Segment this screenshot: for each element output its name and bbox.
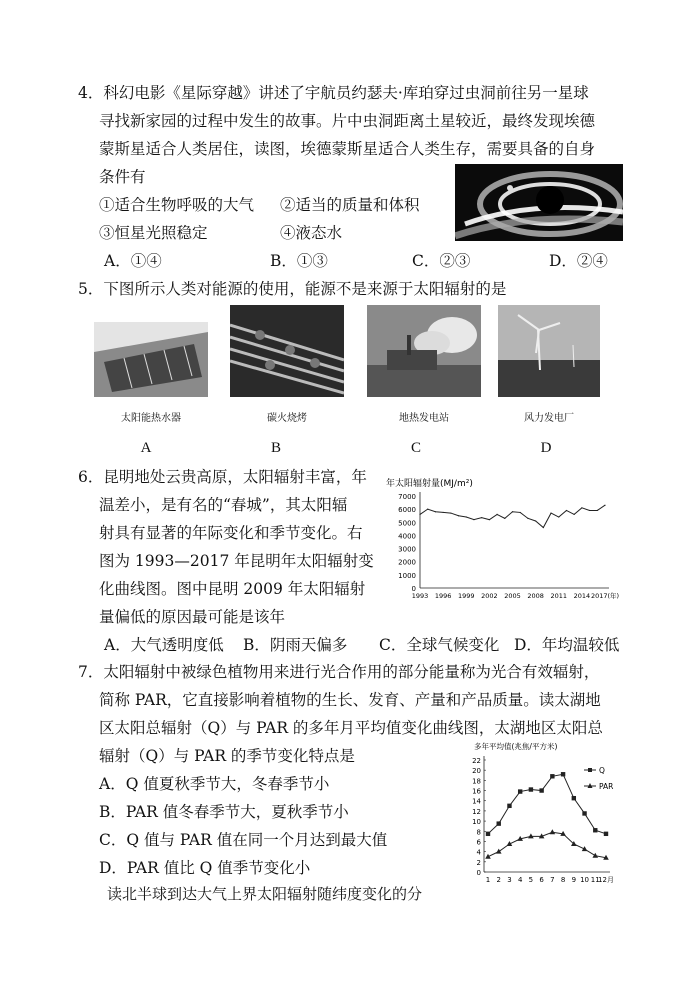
caption-wind-farm: 风力发电厂 [524, 413, 574, 424]
q4-option-c[interactable]: C．②③ [412, 252, 471, 270]
chart2-legend-q-label: Q [599, 766, 605, 775]
caption-geothermal: 地热发电站 [399, 413, 449, 424]
chart2-y-tick-label: 12 [472, 807, 481, 816]
chart1-y-tick-label: 0 [411, 585, 416, 593]
q6-option-b[interactable]: B．阴雨天偏多 [243, 636, 348, 654]
chart1-title: 年太阳辐射量(MJ/m²) [386, 479, 473, 489]
chart2-y-tick-label: 10 [472, 818, 481, 827]
q7-stem-line-1: 7．太阳辐射中被绿色植物用来进行光合作用的部分能量称为光合有效辐射， [78, 663, 600, 681]
q7-option-c[interactable]: C．Q 值与 PAR 值在同一个月达到最大值 [99, 831, 388, 849]
chart1-data-point [527, 518, 528, 519]
q4-option-a[interactable]: A．①④ [104, 252, 162, 270]
q7-stem-line-4: 辐射（Q）与 PAR 的季节变化特点是 [99, 747, 355, 765]
chart2-q-point [486, 832, 490, 836]
chart1-data-point [489, 519, 490, 520]
chart1-data-point [496, 514, 497, 515]
q6-option-d[interactable]: D．年均温较低 [514, 636, 620, 654]
chart1-data-point [481, 517, 482, 518]
chart1-data-point [520, 512, 521, 513]
chart1-data-point [419, 514, 420, 515]
chart2-y-tick-label: 20 [472, 767, 481, 776]
chart2-q-point [561, 772, 565, 776]
chart1-x-tick-label: 2005 [504, 592, 521, 600]
chart2-q-point [497, 821, 501, 825]
q4-item-4: ④液态水 [280, 224, 343, 242]
chart2-x-tick-label: 4 [517, 876, 523, 884]
chart1-series-line [420, 505, 605, 527]
q4-option-b[interactable]: B．①③ [270, 252, 328, 270]
caption-barbecue: 碳火烧烤 [267, 413, 307, 424]
chart1-data-point [435, 511, 436, 512]
geothermal-plant-photo [367, 305, 481, 397]
chart2-x-tick-label: 11 [590, 876, 600, 884]
chart2-y-tick-label: 18 [472, 777, 481, 786]
q5-letter-a[interactable]: A [140, 440, 152, 456]
footer-text: 读北半球到达大气上界太阳辐射随纬度变化的分 [107, 885, 423, 903]
q4-stem-line-1: 4．科幻电影《星际穿越》讲述了宇航员约瑟夫·库珀穿过虫洞前往另一星球 [78, 84, 589, 102]
chart2-x-tick-label: 12月 [598, 876, 614, 884]
chart2-par-line [488, 832, 606, 857]
barbecue-photo [230, 305, 344, 397]
chart2-x-tick-label: 10 [580, 876, 590, 884]
caption-solar-heater: 太阳能热水器 [121, 413, 181, 424]
chart2-legend-q-marker [588, 768, 592, 772]
chart1-x-tick-label: 2011 [550, 592, 568, 600]
chart2-y-tick-label: 2 [476, 858, 481, 867]
solar-heater-photo [94, 322, 208, 397]
chart2-y-tick-label: 22 [472, 757, 481, 765]
kunming-radiation-chart [380, 474, 630, 604]
chart2-par-point [550, 829, 556, 834]
chart2-title: 多年平均值(兆焦/平方米) [474, 742, 558, 751]
chart1-data-point [550, 512, 551, 513]
chart2-y-tick-label: 6 [476, 838, 481, 847]
chart2-legend-par-label: PAR [599, 782, 614, 791]
q6-option-c[interactable]: C．全球气候变化 [379, 636, 500, 654]
chart2-x-tick-label: 8 [560, 876, 566, 884]
chart1-x-tick-label: 2014 [573, 592, 591, 600]
chart1-data-point [535, 520, 536, 521]
chart1-x-tick-label: 1999 [457, 592, 475, 600]
wind-farm-photo [498, 305, 600, 397]
q4-stem-line-3: 蒙斯星适合人类居住，读图，埃德蒙斯星适合人类生存，需要具备的自身 [99, 140, 596, 158]
q5-letter-d[interactable]: D [540, 440, 552, 456]
q6-stem-line-5: 化曲线图。图中昆明 2009 年太阳辐射 [99, 580, 366, 598]
chart1-y-tick-label: 5000 [398, 519, 416, 528]
chart2-x-tick-label: 7 [550, 876, 555, 884]
q7-option-b[interactable]: B．PAR 值冬春季节大，夏秋季节小 [99, 803, 349, 821]
chart1-x-tick-label: 1996 [434, 592, 452, 600]
q7-stem-line-2: 简称 PAR，它直接影响着植物的生长、发育、产量和产品质量。读太湖地 [99, 691, 601, 709]
q5-stem: 5．下图所示人类对能源的使用，能源不是来源于太阳辐射的是 [78, 280, 507, 298]
q6-stem-line-1: 6．昆明地处云贵高原，太阳辐射丰富，年 [78, 468, 367, 486]
q6-stem-line-2: 温差小，是有名的“春城”，其太阳辐 [99, 496, 348, 514]
q4-item-1: ①适合生物呼吸的大气 [99, 196, 255, 214]
chart1-data-point [473, 519, 474, 520]
chart2-q-point [582, 811, 586, 815]
chart1-y-tick-label: 6000 [398, 506, 416, 515]
chart1-data-point [558, 516, 559, 517]
q6-stem-line-3: 射具有显著的年际变化和季节变化。右 [99, 524, 363, 542]
chart1-y-tick-label: 3000 [398, 545, 416, 554]
q4-item-3: ③恒星光照稳定 [99, 224, 208, 242]
chart1-data-point [566, 510, 567, 511]
q6-stem-line-4: 图为 1993—2017 年昆明年太阳辐射变 [99, 552, 374, 570]
chart2-x-tick-label: 3 [507, 876, 512, 884]
q4-stem-line-2: 寻找新家园的过程中发生的故事。片中虫洞距离土星较近，最终发现埃德 [99, 112, 596, 130]
chart1-data-point [458, 515, 459, 516]
chart2-q-point [539, 788, 543, 792]
q7-stem-line-3: 区太阳总辐射（Q）与 PAR 的多年月平均值变化曲线图，太湖地区太阳总 [99, 719, 603, 737]
chart1-data-point [512, 511, 513, 512]
q4-item-2: ②适当的质量和体积 [280, 196, 420, 214]
chart1-x-tick-label: 2002 [481, 592, 498, 600]
chart2-x-tick-label: 2 [496, 876, 501, 884]
chart1-x-tick-label: 2008 [527, 592, 544, 600]
q5-letter-b[interactable]: B [270, 440, 281, 456]
chart2-par-point [496, 849, 502, 854]
chart2-q-point [593, 828, 597, 832]
chart1-data-point [581, 507, 582, 508]
chart1-data-point [466, 516, 467, 517]
chart2-x-tick-label: 5 [528, 876, 534, 884]
chart2-q-point [604, 832, 608, 836]
chart1-data-point [450, 512, 451, 513]
q7-option-a[interactable]: A．Q 值夏秋季节大，冬春季节小 [99, 775, 330, 793]
q6-stem-line-6: 量偏低的原因最可能是该年 [99, 608, 286, 626]
chart2-y-tick-label: 14 [472, 797, 481, 806]
chart1-data-point [589, 510, 590, 511]
chart1-data-point [597, 510, 598, 511]
chart1-y-tick-label: 7000 [398, 493, 416, 501]
taihu-q-par-chart [462, 740, 632, 890]
chart2-y-tick-label: 0 [476, 869, 481, 877]
chart2-q-point [518, 789, 522, 793]
chart2-x-tick-label: 9 [571, 876, 577, 884]
chart2-y-tick-label: 4 [476, 848, 481, 857]
chart2-q-point [550, 774, 554, 778]
chart1-data-point [504, 518, 505, 519]
chart2-par-point [592, 853, 598, 858]
chart2-q-point [572, 796, 576, 800]
q7-option-d[interactable]: D．PAR 值比 Q 值季节变化小 [99, 859, 311, 877]
wormhole-image [455, 164, 623, 241]
q4-stem-line-4: 条件有 [99, 168, 146, 186]
q5-letter-c[interactable]: C [410, 440, 421, 456]
chart2-x-tick-label: 1 [485, 876, 491, 884]
chart1-y-tick-label: 2000 [398, 558, 416, 567]
chart1-data-point [604, 505, 605, 506]
chart1-y-tick-label: 1000 [398, 571, 416, 580]
chart1-x-tick-label: 1993 [411, 592, 429, 600]
chart2-y-tick-label: 16 [472, 787, 481, 796]
q6-option-a[interactable]: A．大气透明度低 [104, 636, 224, 654]
chart2-x-tick-label: 6 [539, 876, 544, 884]
chart2-q-point [529, 787, 533, 791]
chart1-data-point [427, 509, 428, 510]
chart1-data-point [443, 512, 444, 513]
chart2-q-point [507, 804, 511, 808]
q4-option-d[interactable]: D．②④ [549, 252, 608, 270]
chart2-y-tick-label: 8 [476, 828, 481, 837]
chart1-x-tick-label: 2017(年) [590, 592, 620, 600]
chart1-data-point [543, 527, 544, 528]
chart2-q-line [488, 774, 606, 834]
chart1-y-tick-label: 4000 [398, 532, 416, 541]
chart1-data-point [574, 514, 575, 515]
